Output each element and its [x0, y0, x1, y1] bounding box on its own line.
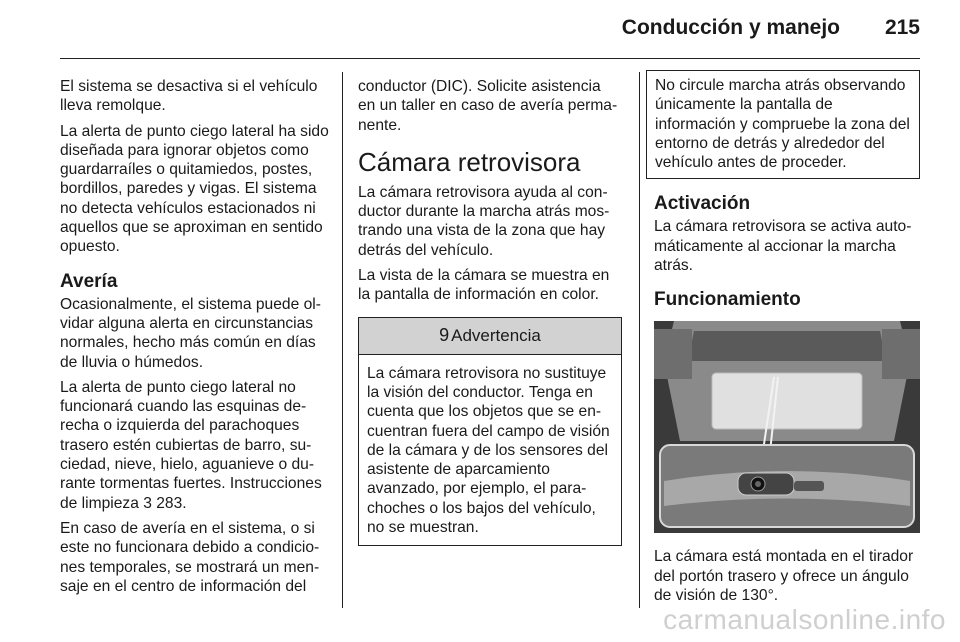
- paragraph: La cámara retrovisora ayuda al conductor durante la marcha atrás mostrando una vista de la zona que hay detrás del vehículo.: [358, 183, 610, 259]
- watermark: carmanualsonline.info: [663, 604, 946, 635]
- heading-activacion: Activación: [654, 193, 751, 215]
- column-3: [654, 77, 920, 611]
- paragraph: La cámara retrovisora se activa automáticamente al accionar la marcha atrás.: [654, 218, 912, 275]
- warning-text: La cámara retrovisora no sustituye la visión del conductor. Tenga en cuenta que los objetos que se encuentran fuera del campo de visión de la cámara y de los sensores del asistente de aparcamiento avanzado, por ejemplo, el parachoches o los bajos del vehículo, no se muestran.: [367, 364, 610, 537]
- running-title: Conducción y manejo: [621, 16, 840, 39]
- paragraph: conductor (DIC). Solicite asistencia en un taller en caso de avería permanente.: [358, 78, 618, 134]
- heading-camara-retrovisora: Cámara retrovisora: [358, 146, 581, 177]
- paragraph: [60, 378, 330, 513]
- warning-box: [358, 317, 622, 547]
- camera-photo: [654, 321, 920, 533]
- header-rule: [60, 58, 920, 59]
- paragraph: El sistema se desactiva si el vehículo lleva remolque.: [60, 78, 318, 115]
- paragraph: La vista de la cámara se muestra en la pantalla de información en color.: [358, 267, 610, 304]
- page-header: [60, 0, 920, 52]
- page-number: 215: [884, 16, 920, 39]
- paragraph: La cámara está montada en el tirador del portón trasero y ofrece un ángulo de visión de 130°.: [654, 548, 914, 604]
- column-divider-2: [639, 72, 640, 608]
- warning-icon: 9: [439, 325, 450, 346]
- rear-camera-illustration-icon: [654, 321, 920, 533]
- paragraph: Ocasionalmente, el sistema puede olvidar alguna alerta en circunstancias normales, hecho más común en días de lluvia o húmedos.: [60, 295, 321, 371]
- column-1: [60, 77, 330, 602]
- paragraph: La alerta de punto ciego lateral ha sido diseñada para ignorar objetos como guardarraíles o quitamiedos, postes, bordillos, paredes y vigas. El sistema no detecta vehículos estacionados ni aquellos que se aproximan en sentido opuesto.: [60, 122, 329, 256]
- paragraph: En caso de avería en el sistema, o si este no funcionara debido a condiciones temporales, se mostrará un mensaje en el centro de información del: [60, 519, 320, 595]
- warning-header: [359, 318, 621, 355]
- note-box: No circule marcha atrás observando únicamente la pantalla de información y compruebe la zona del entorno de detrás y alrededor del vehículo antes de proceder.: [646, 70, 920, 179]
- page-reference-link[interactable]: 3 283.: [143, 494, 187, 512]
- paragraph-text: La alerta de punto ciego lateral no funcionará cuando las esquinas derecha o izquierda del parachoques trasero estén cubiertas de barro, suciedad, nieve, hielo, aguanieve o durante tormentas fuertes. Instrucciones de limpieza: [60, 378, 322, 512]
- heading-funcionamiento: Funcionamiento: [654, 289, 801, 311]
- column-divider-1: [342, 72, 343, 608]
- heading-averia: Avería: [60, 270, 118, 292]
- column-2: [358, 77, 622, 546]
- warning-title: Advertencia: [451, 326, 541, 346]
